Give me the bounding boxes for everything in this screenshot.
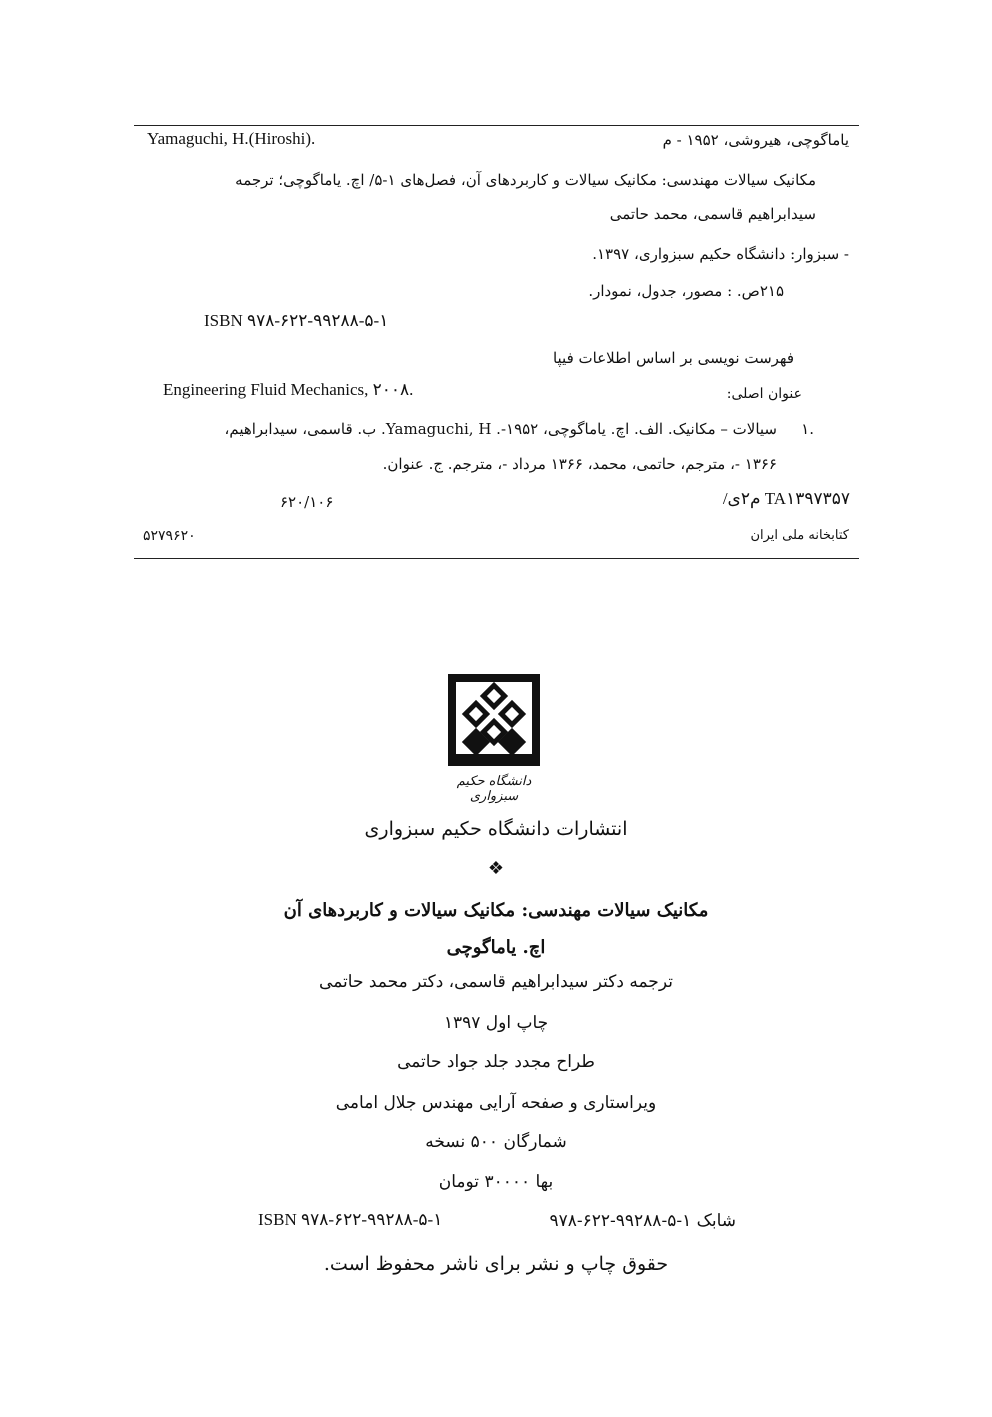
original-title: Engineering Fluid Mechanics, ۲۰۰۸. [163,380,414,399]
logo-caption: دانشگاه حکیم سبزواری [456,774,532,804]
author-en: Yamaguchi, H.(Hiroshi). [147,129,316,148]
lc-classification: TA۱۳۹۷۳۵۷ م۲ی/ [722,489,850,508]
ornament-icon: ❖ [487,858,505,879]
original-title-label: عنوان اصلی: [726,386,802,402]
author-fa: یاماگوچی، هیروشی، ۱۹۵۲ - م [662,131,849,149]
publication-statement: - سبزوار: دانشگاه حکیم سبزواری، ۱۳۹۷. [592,245,849,263]
title-statement-line1: مکانیک سیالات مهندسی: مکانیک سیالات و کاربردهای آن، فصل‌های ۱-۵/ اچ. یاماگوچی؛ ترجمه [235,171,816,189]
book-author: اچ. یاماگوچی [446,937,546,958]
publisher-name: انتشارات دانشگاه حکیم سبزواری [364,818,628,840]
knot-emblem-icon [446,672,542,768]
national-library-label: کتابخانه ملی ایران [750,528,849,543]
catalog-bottom-rule [134,558,859,559]
catalog-isbn: ISBN ۹۷۸-۶۲۲-۹۹۲۸۸-۵-۱ [204,311,389,330]
fipa-note: فهرست نویسی بر اساس اطلاعات فیپا [552,349,794,367]
subject-number: .۱ [801,420,814,438]
print-run: شمارگان ۵۰۰ نسخه [425,1132,567,1152]
title-statement-line2: سیدابراهیم قاسمی، محمد حاتمی [609,205,816,223]
shabak: شابک ۱-۵-۹۹۲۸۸-۶۲۲-۹۷۸ [549,1211,736,1231]
price: بها ۳۰۰۰۰ تومان [438,1172,554,1192]
editing-layout: ویراستاری و صفحه آرایی مهندس جلال امامی [335,1093,657,1113]
translators: ترجمه دکتر سیدابراهیم قاسمی، دکتر محمد حاتمی [319,972,673,992]
imprint-isbn: ISBN ۹۷۸-۶۲۲-۹۹۲۸۸-۵-۱ [258,1210,443,1229]
book-title: مکانیک سیالات مهندسی: مکانیک سیالات و کاربردهای آن [283,900,709,921]
university-logo [446,672,542,804]
dewey-classification: ۶۲۰/۱۰۶ [280,493,334,511]
catalog-top-rule [134,125,859,126]
national-library-number: ۵۲۷۹۶۲۰ [143,528,196,544]
physical-description: ۲۱۵ص. : مصور، جدول، نمودار. [588,282,784,300]
subject-line2: ۱۳۶۶ -، مترجم، حاتمی، محمد، ۱۳۶۶ مرداد -، مترجم. ج. عنوان. [382,455,777,473]
subject-line1: سیالات – مکانیک. الف. اچ. یاماگوچی، ۱۹۵۲-. Yamaguchi, H. ب. قاسمی، سیدابراهیم، [224,420,777,438]
edition: چاپ اول ۱۳۹۷ [443,1013,549,1033]
copyright-notice: حقوق چاپ و نشر برای ناشر محفوظ است. [323,1253,669,1275]
cover-designer: طراح مجدد جلد جواد حاتمی [397,1052,595,1072]
